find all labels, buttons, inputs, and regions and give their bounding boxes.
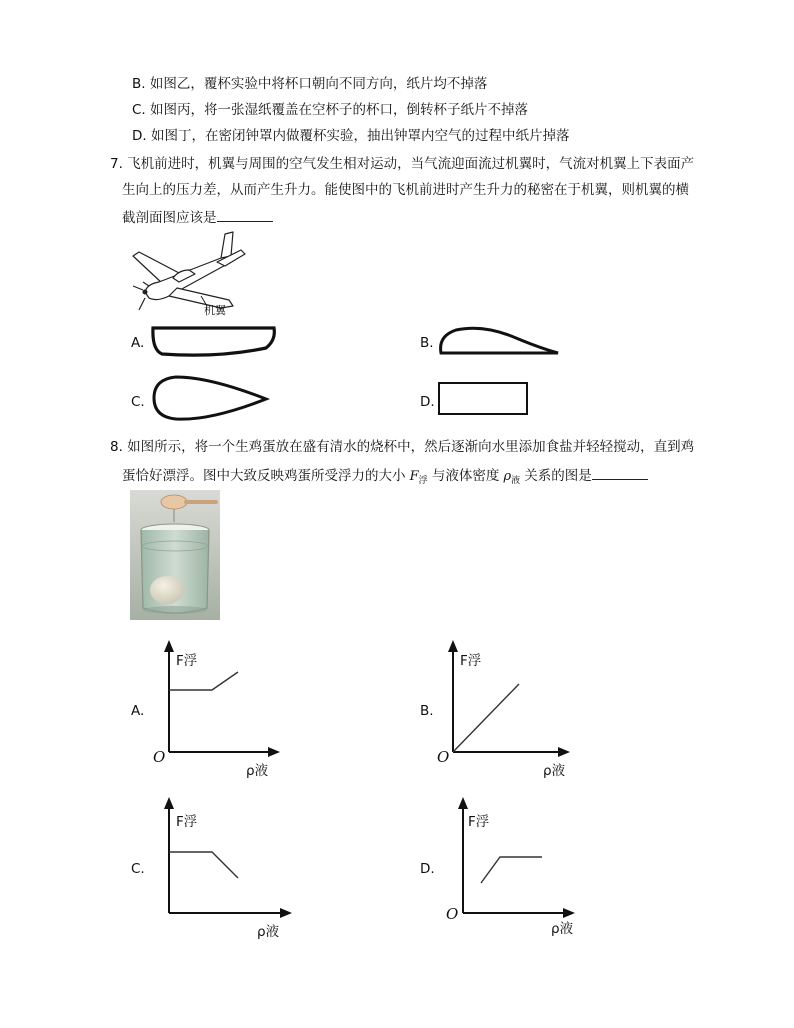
q7-option-a-shape xyxy=(148,324,280,358)
q6-option-c: C. 如图丙，将一张湿纸覆盖在空杯子的杯口，倒转杯子纸片不掉落 xyxy=(132,102,529,118)
q8-graph-a xyxy=(150,638,300,783)
q8-graph-a-x-label: ρ液 xyxy=(246,763,269,779)
q7-option-c-letter: C. xyxy=(131,394,145,410)
q8-graph-d-x-label: ρ液 xyxy=(551,921,574,937)
q8-graph-c-y-label: F浮 xyxy=(176,814,198,830)
q7-option-b-shape xyxy=(436,324,562,358)
q8-graph-d-origin: O xyxy=(446,905,459,923)
q8-stem-text-a: 蛋恰好漂浮。图中大致反映鸡蛋所受浮力的大小 xyxy=(122,468,406,484)
q8-option-b-letter: B. xyxy=(420,703,434,719)
q8-stem-text-b: 与液体密度 xyxy=(431,468,500,484)
q8-graph-b-y-label: F浮 xyxy=(460,653,482,669)
q7-option-d-shape xyxy=(436,381,530,417)
q8-stem-line-1: 8. 如图所示，将一个生鸡蛋放在盛有清水的烧杯中，然后逐渐向水里添加食盐并轻轻搅动，直到鸡 xyxy=(110,439,695,455)
wing-label: 机翼 xyxy=(204,304,226,317)
density-symbol-letter: ρ xyxy=(503,469,512,484)
q7-option-b-letter: B. xyxy=(420,335,434,351)
q8-graph-d xyxy=(440,795,590,940)
q8-graph-a-y-label: F浮 xyxy=(176,653,198,669)
q8-graph-c xyxy=(150,795,300,940)
q7-stem-line-1: 7. 飞机前进时，机翼与周围的空气发生相对运动，当气流迎面流过机翼时，气流对机翼上下表面产 xyxy=(110,156,695,172)
q7-stem-line-3 xyxy=(122,207,273,227)
q7-option-c-shape xyxy=(148,373,272,423)
buoyancy-symbol-sub: 浮 xyxy=(418,476,428,486)
q8-graph-d-y-label: F浮 xyxy=(468,814,490,830)
q6-option-d: D. 如图丁，在密闭钟罩内做覆杯实验，抽出钟罩内空气的过程中纸片掉落 xyxy=(132,128,570,144)
buoyancy-symbol-letter: F xyxy=(409,469,419,484)
beaker-egg-photo xyxy=(130,490,220,620)
q7-option-a-letter: A. xyxy=(131,335,145,351)
q8-option-c-letter: C. xyxy=(131,861,145,877)
q8-stem-text-c: 关系的图是 xyxy=(524,468,592,484)
q8-graph-b-origin: O xyxy=(437,748,450,766)
buoyancy-symbol xyxy=(406,469,432,484)
q6-option-b: B. 如图乙，覆杯实验中将杯口朝向不同方向，纸片均不掉落 xyxy=(132,76,488,92)
q8-graph-b-x-label: ρ液 xyxy=(543,763,566,779)
density-symbol xyxy=(499,469,524,484)
density-symbol-sub: 液 xyxy=(511,476,521,486)
q7-stem-text: 截剖面图应该是 xyxy=(122,210,217,226)
q7-answer-blank xyxy=(217,207,273,222)
q7-option-d-letter: D. xyxy=(420,394,435,410)
q8-stem-line-2 xyxy=(122,465,648,490)
q8-graph-a-origin: O xyxy=(153,748,166,766)
airplane-figure xyxy=(125,226,255,318)
q7-stem-line-2: 生向上的压力差，从而产生升力。能使图中的飞机前进时产生升力的秘密在于机翼，则机翼的横 xyxy=(122,182,689,198)
q8-answer-blank xyxy=(592,465,648,480)
q8-option-a-letter: A. xyxy=(131,703,145,719)
q8-graph-c-x-label: ρ液 xyxy=(257,924,280,940)
q8-option-d-letter: D. xyxy=(420,861,435,877)
